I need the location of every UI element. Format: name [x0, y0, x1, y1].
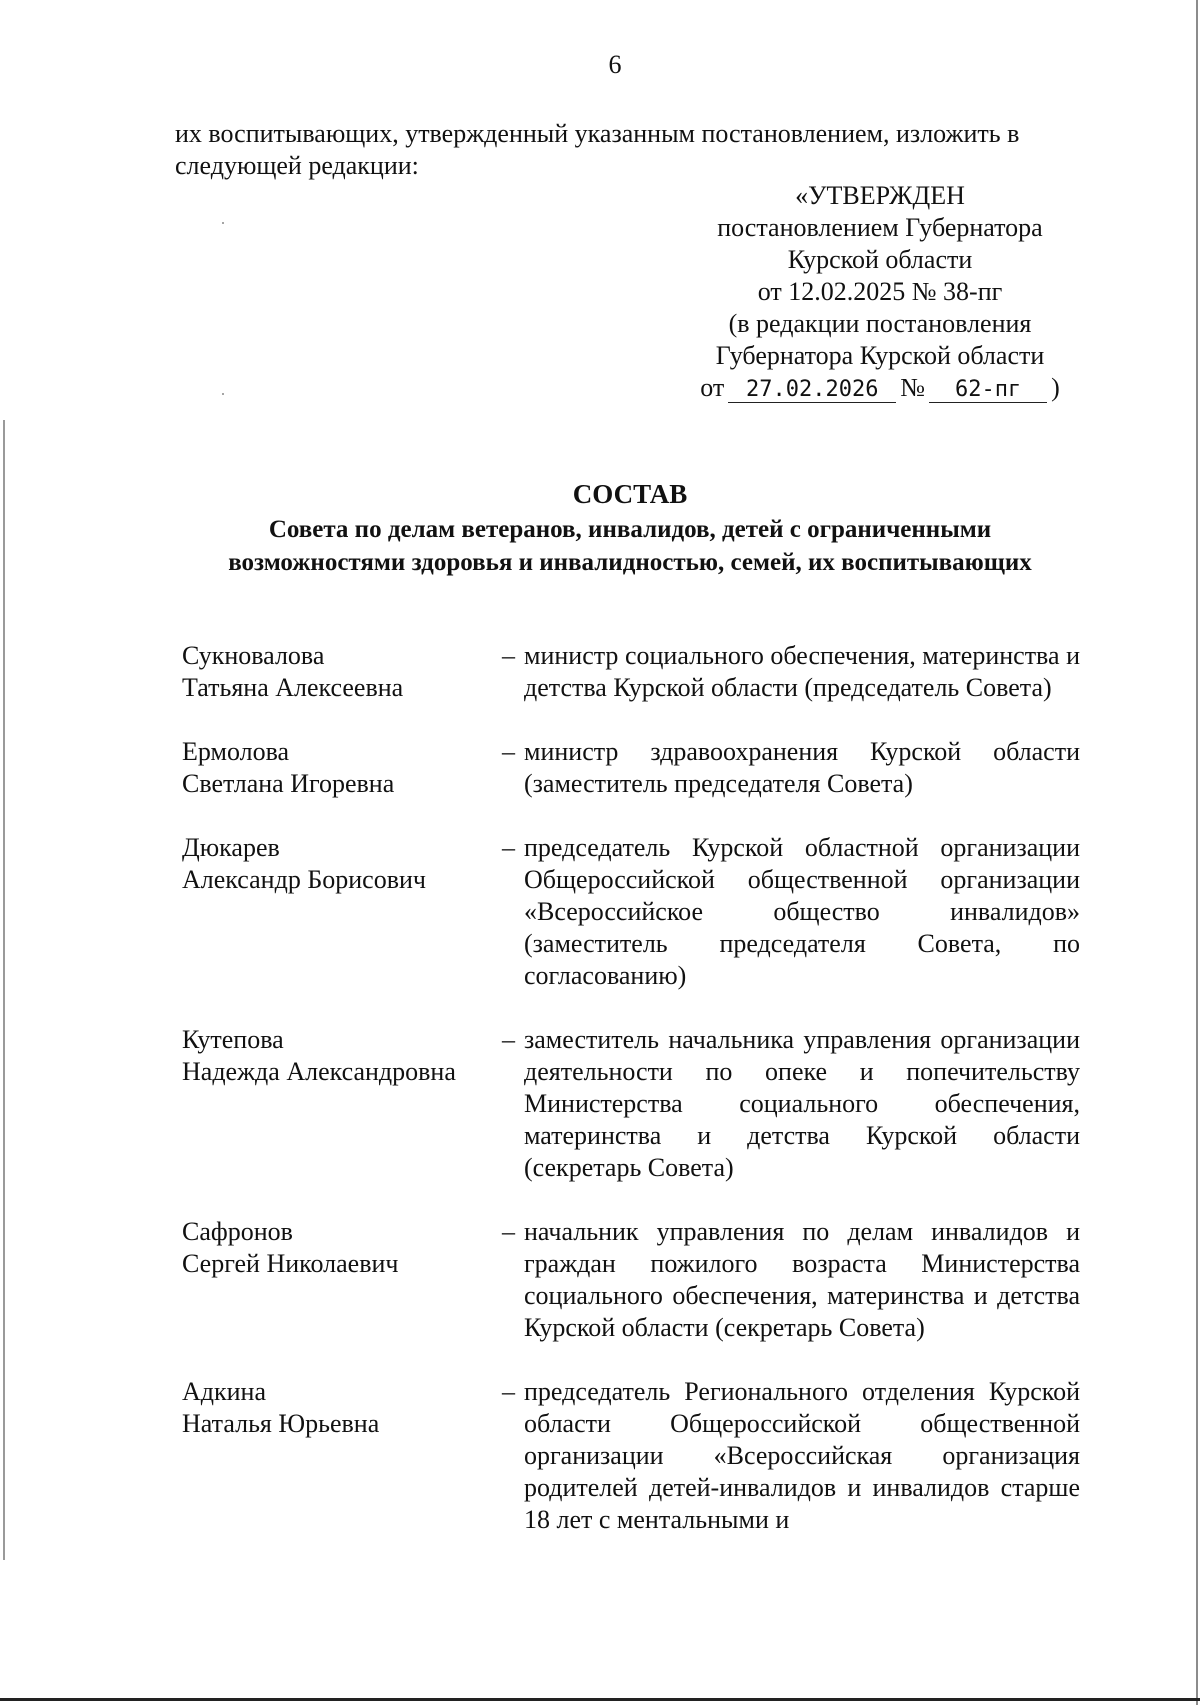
- approval-stamp-block: [680, 180, 1080, 404]
- member-dash: –: [502, 1025, 515, 1054]
- members-list: [182, 640, 1082, 1568]
- member-name: [182, 736, 502, 800]
- scan-speck: [222, 222, 224, 224]
- date-prefix: от: [700, 373, 725, 402]
- member-dash: –: [502, 1217, 515, 1246]
- member-dash: –: [502, 1377, 515, 1406]
- revision-date-value: 27.02.2026: [728, 378, 896, 403]
- member-dash: –: [502, 641, 515, 670]
- member-entry: [182, 736, 1082, 800]
- approval-line-approved: «УТВЕРЖДЕН: [795, 181, 965, 210]
- member-surname: Кутепова: [182, 1025, 284, 1054]
- close-paren: ): [1051, 373, 1060, 402]
- member-role: председатель Регионального отделения Курской области Общероссийской общественной организации «Всероссийская организация родителей детей-инвалидов и инвалидов старше 18 лет с ментальными и: [524, 1377, 1080, 1534]
- approval-line-governor: Губернатора Курской области: [715, 341, 1045, 370]
- member-surname: Сафронов: [182, 1217, 293, 1246]
- member-given-names: Светлана Игоревна: [182, 769, 395, 798]
- member-entry: [182, 832, 1082, 992]
- member-entry: [182, 640, 1082, 704]
- scan-edge-bottom: [0, 1698, 1200, 1701]
- member-role: заместитель начальника управления организации деятельности по опеке и попечительству Министерства социального обеспечения, материнства и детства Курской области (секретарь Совета): [524, 1025, 1080, 1182]
- member-name: [182, 640, 502, 704]
- approval-line-original-date: от 12.02.2025 № 38-пг: [757, 277, 1003, 306]
- page-number: 6: [608, 50, 622, 79]
- member-given-names: Сергей Николаевич: [182, 1249, 399, 1278]
- scan-edge-right: [1196, 0, 1198, 1705]
- member-entry: [182, 1024, 1082, 1184]
- member-surname: Дюкарев: [182, 833, 280, 862]
- document-subtitle-line-2: возможностями здоровья и инвалидностью, семей, их воспитывающих: [228, 549, 1032, 576]
- document-subtitle-line-1: Совета по делам ветеранов, инвалидов, детей с ограниченными: [268, 516, 992, 543]
- member-given-names: Наталья Юрьевна: [182, 1409, 380, 1438]
- member-name: [182, 832, 502, 992]
- scan-speck: [222, 393, 224, 395]
- member-role: начальник управления по делам инвалидов и граждан пожилого возраста Министерства социального обеспечения, материнства и детства Курской области (секретарь Совета): [524, 1217, 1080, 1342]
- member-name: [182, 1376, 502, 1536]
- member-role: министр здравоохранения Курской области (заместитель председателя Совета): [524, 737, 1080, 798]
- number-sign: №: [900, 373, 926, 402]
- member-dash: –: [502, 833, 515, 862]
- member-name: [182, 1216, 502, 1344]
- document-title-block: [175, 475, 1085, 579]
- member-dash: –: [502, 737, 515, 766]
- member-name: [182, 1024, 502, 1184]
- member-surname: Сукновалова: [182, 641, 325, 670]
- member-given-names: Татьяна Алексеевна: [182, 673, 404, 702]
- member-surname: Адкина: [182, 1377, 267, 1406]
- member-given-names: Надежда Александровна: [182, 1057, 456, 1086]
- member-given-names: Александр Борисович: [182, 865, 426, 894]
- approval-line-resolution: постановлением Губернатора: [717, 213, 1043, 242]
- member-entry: [182, 1216, 1082, 1344]
- member-entry: [182, 1376, 1082, 1536]
- member-role: министр социального обеспечения, материнства и детства Курской области (председатель Совета): [524, 641, 1080, 702]
- member-surname: Ермолова: [182, 737, 290, 766]
- intro-paragraph: их воспитывающих, утвержденный указанным постановлением, изложить в следующей редакции:: [175, 119, 1020, 180]
- revision-number-value: 62-пг: [929, 378, 1047, 403]
- scan-edge-left: [3, 420, 5, 1560]
- approval-line-region: Курской области: [787, 245, 973, 274]
- document-title: СОСТАВ: [572, 479, 688, 509]
- approval-revision-date-line: [680, 372, 1080, 404]
- member-role: председатель Курской областной организации Общероссийской общественной организации «Всероссийское общество инвалидов» (заместитель председателя Совета, по согласованию): [524, 833, 1080, 990]
- approval-line-revision: (в редакции постановления: [728, 309, 1032, 338]
